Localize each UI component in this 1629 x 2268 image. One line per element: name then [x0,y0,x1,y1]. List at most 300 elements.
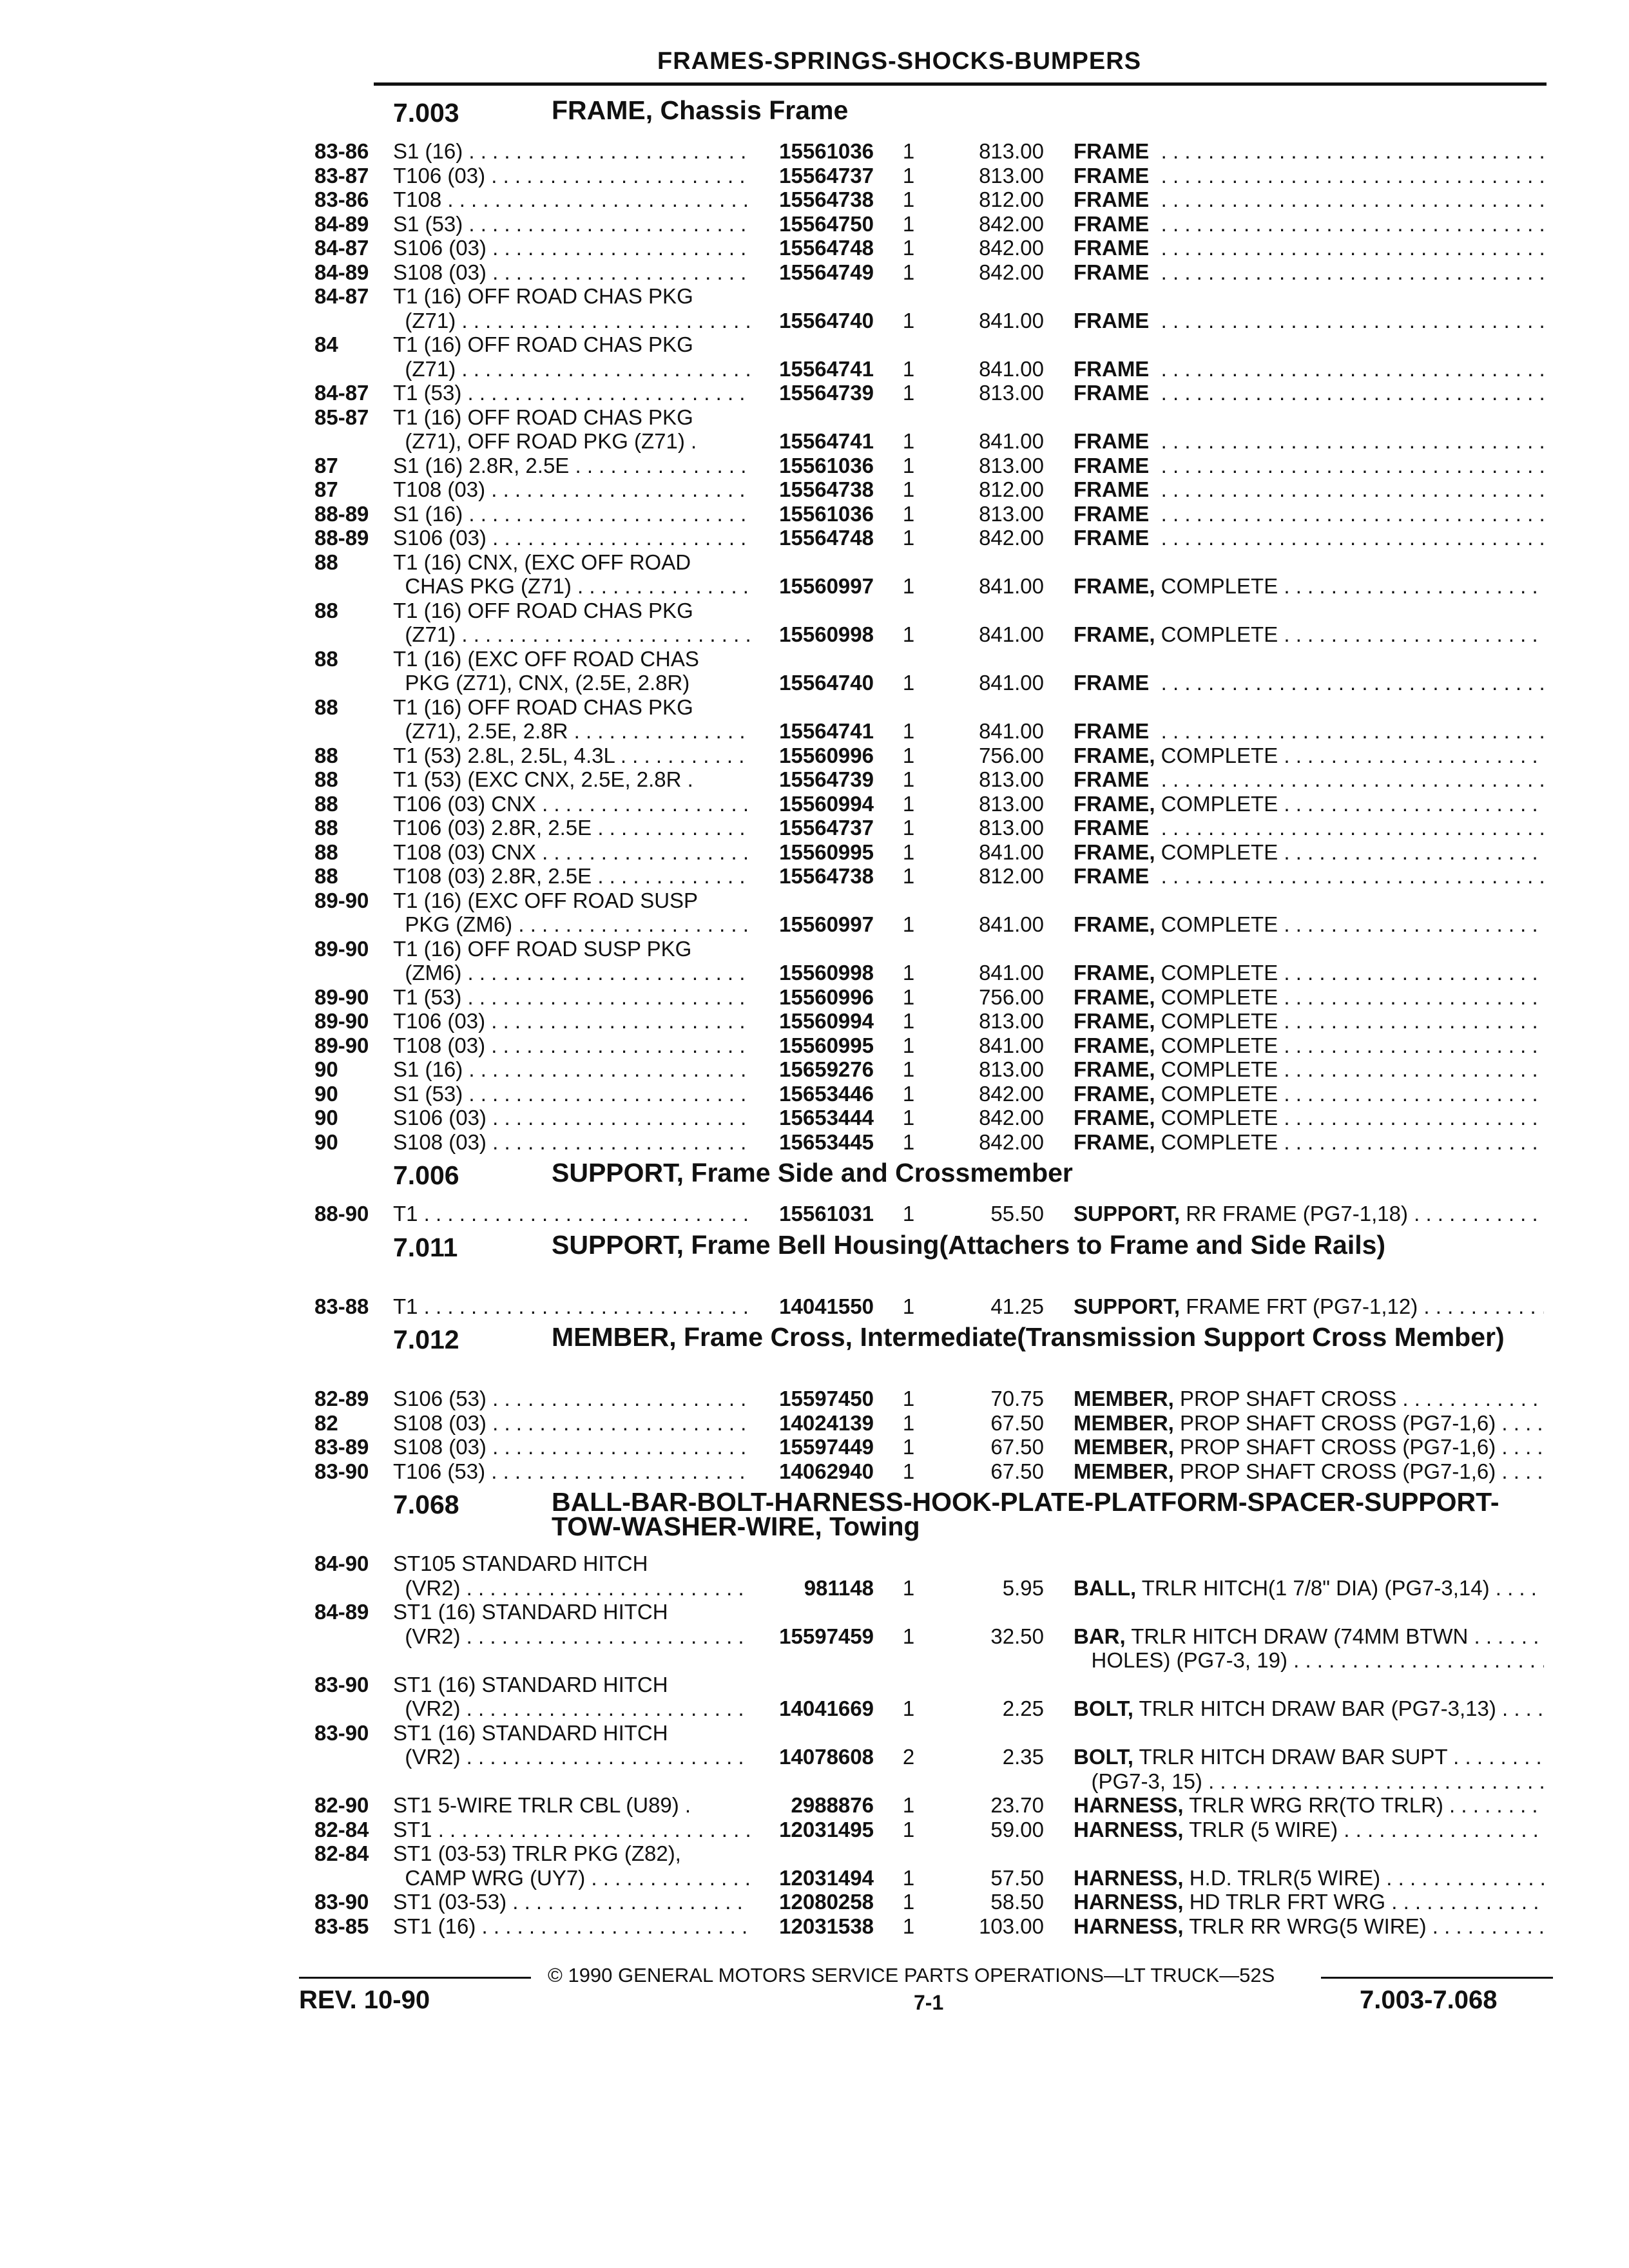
part-name-detail: TRLR (5 WIRE) [1189,1817,1338,1841]
part-name-detail: COMPLETE [1161,1009,1278,1033]
part-name-primary: FRAME, [1074,1033,1155,1057]
price: 32.50 [990,1624,1044,1648]
quantity: 1 [902,477,915,501]
model-description: T1 (53) 2.8L, 2.5L, 4.3L . . . [393,744,751,768]
part-number: 15561036 [779,501,874,526]
parts-row [0,524,1629,549]
part-number: 12080258 [779,1890,874,1914]
model-description: T108 (03) CNX . . . [393,840,751,865]
price: 23.70 [990,1793,1044,1817]
price: 842.00 [979,1106,1044,1129]
parts-row [0,936,1629,960]
part-name-primary: FRAME [1074,236,1150,260]
model-description: S1 (16) . . . [393,502,751,526]
price: 841.00 [979,671,1044,695]
part-name [1074,985,1544,1010]
parts-row [0,1768,1629,1792]
model-description: S106 (53) . . . [393,1387,751,1411]
part-name-primary: FRAME, [1074,743,1155,767]
price: 41.25 [990,1294,1044,1318]
part-name [1074,1082,1544,1106]
model-description: T1 (16) OFF ROAD CHAS PKG [393,284,693,308]
part-name [1074,236,1544,260]
model-description: S1 (53) . . . [393,1082,751,1106]
quantity: 1 [902,1793,915,1817]
model-description: T106 (03) . . . [393,164,751,188]
price: 841.00 [979,961,1044,985]
model-description: S106 (03) . . . [393,236,751,260]
model-description: T106 (03) . . . [393,1009,751,1033]
part-number: 15564740 [779,308,874,332]
model-description: (ZM6) . . . [393,961,751,985]
model-description: ST105 STANDARD HITCH [393,1552,648,1575]
part-name-primary: BOLT, [1074,1696,1133,1720]
price: 841.00 [979,719,1044,743]
model-years: 88 [314,767,338,791]
part-name [1074,1057,1544,1082]
model-years: 89-90 [314,1033,369,1057]
parts-row [0,356,1629,380]
part-number: 15560994 [779,791,874,816]
part-name [1074,695,1544,720]
part-name-primary: FRAME [1074,429,1150,453]
part-name-detail: TRLR HITCH(1 7/8" DIA) (PG7-3,14) [1141,1575,1490,1600]
model-description: T1 (53) . . . [393,985,751,1010]
model-description: S108 (03) . . . [393,1435,751,1459]
model-years: 88 [314,840,338,864]
part-name [1074,1576,1544,1600]
parts-row [0,1550,1629,1575]
price: 841.00 [979,574,1044,598]
part-name-detail: H.D. TRLR(5 WIRE) [1189,1865,1381,1890]
model-years: 83-90 [314,1720,369,1745]
part-number: 15597450 [779,1387,874,1410]
part-number: 14078608 [779,1745,874,1769]
footer-revision: REV. 10-90 [299,1986,430,2014]
model-description: (VR2) . . . [393,1745,751,1769]
part-name [1074,1130,1544,1155]
part-name-detail: RR FRAME (PG7-1,18) [1186,1202,1408,1225]
part-name-detail: (PG7-3, 15) . . . . . . . . . . . . . . . . . . . . . . . . [1079,1769,1486,1793]
part-name [1074,1866,1544,1890]
parts-row [0,1434,1629,1458]
part-name-detail: COMPLETE [1161,1033,1278,1057]
part-name-primary: BAR, [1074,1624,1126,1648]
parts-row [0,1840,1629,1865]
part-name [1074,792,1544,816]
parts-row [0,1888,1629,1913]
part-name [1074,1009,1544,1033]
quantity: 1 [902,308,915,332]
price: 813.00 [979,501,1044,526]
parts-row [0,573,1629,597]
model-description: ST1 (16) STANDARD HITCH [393,1600,668,1624]
parts-row [0,694,1629,718]
model-years: 83-86 [314,187,369,211]
price: 756.00 [979,743,1044,767]
part-name [1074,864,1544,889]
part-name [1074,1106,1544,1130]
model-years: 90 [314,1106,338,1129]
part-name-detail: PROP SHAFT CROSS [1180,1387,1397,1410]
parts-row [0,138,1629,162]
model-years: 83-89 [314,1435,369,1459]
model-description: PKG (Z71), CNX, (2.5E, 2.8R) [393,671,690,695]
part-name-detail: COMPLETE [1161,622,1278,646]
parts-row [0,791,1629,815]
part-number: 12031494 [779,1865,874,1890]
model-years: 88 [314,550,338,574]
price: 813.00 [979,1057,1044,1081]
quantity: 1 [902,211,915,236]
part-number: 15561036 [779,453,874,477]
model-years: 82-84 [314,1817,369,1841]
price: 67.50 [990,1459,1044,1483]
model-description: (VR2) . . . [393,1624,751,1649]
price: 842.00 [979,1129,1044,1154]
part-name-primary: HARNESS, [1074,1914,1184,1938]
quantity: 1 [902,260,915,284]
parts-row [0,404,1629,428]
price: 2.25 [1002,1696,1044,1720]
part-name-primary: SUPPORT, [1074,1202,1181,1225]
part-name-detail: COMPLETE [1161,1081,1278,1106]
part-name [1074,1841,1544,1866]
part-name [1074,889,1544,913]
parts-row [0,331,1629,356]
model-description: CAMP WRG (UY7) . . . [393,1866,751,1890]
part-name-primary: FRAME, [1074,1129,1155,1154]
model-description: T106 (53) . . . [393,1459,751,1484]
part-number: 15560995 [779,840,874,864]
quantity: 1 [902,985,915,1009]
model-years: 82-89 [314,1387,369,1410]
part-name [1074,961,1544,985]
part-name-primary: FRAME [1074,477,1150,501]
model-description: CHAS PKG (Z71) . . . [393,574,751,599]
model-years: 84-87 [314,284,369,308]
part-name [1074,1387,1544,1411]
quantity: 1 [902,526,915,550]
part-name-primary: HARNESS, [1074,1793,1184,1817]
footer-section-range: 7.003-7.068 [1360,1986,1498,2014]
part-name [1074,1721,1544,1745]
parts-row [0,1056,1629,1081]
model-description: (Z71) . . . [393,357,751,381]
parts-row [0,1104,1629,1129]
quantity: 1 [902,187,915,211]
part-name-detail: COMPLETE [1161,985,1278,1009]
model-description: S108 (03) . . . [393,1411,751,1436]
quantity: 1 [902,574,915,598]
quantity: 1 [902,912,915,936]
parts-row [0,1744,1629,1768]
part-name-detail: TRLR RR WRG(5 WIRE) [1189,1914,1427,1938]
footer-page-number: 7-1 [914,1991,944,2014]
part-number: 15564738 [779,477,874,501]
part-number: 15564749 [779,260,874,284]
quantity: 1 [902,864,915,888]
quantity: 1 [902,816,915,840]
quantity: 1 [902,1009,915,1033]
model-years: 83-88 [314,1294,369,1318]
price: 756.00 [979,985,1044,1009]
parts-row [0,597,1629,622]
model-years: 85-87 [314,405,369,429]
part-name-primary: FRAME [1074,211,1150,236]
quantity: 1 [902,840,915,864]
price: 841.00 [979,1033,1044,1057]
part-name [1074,1411,1544,1436]
parts-row [0,887,1629,912]
part-number: 15659276 [779,1057,874,1081]
model-description: S108 (03) . . . [393,1130,751,1155]
part-name-detail: COMPLETE [1161,1106,1278,1129]
section-title: MEMBER, Frame Cross, Intermediate(Transmission Support Cross Member) [552,1322,1505,1352]
model-description: S106 (03) . . . [393,1106,751,1130]
parts-row [0,452,1629,477]
price: 842.00 [979,526,1044,550]
model-description: ST1 (16) . . . [393,1914,751,1939]
price: 2.35 [1002,1745,1044,1769]
part-name [1074,671,1544,695]
parts-row [0,766,1629,791]
model-years: 83-86 [314,139,369,163]
model-description: ST1 (03-53) TRLR PKG (Z82), [393,1841,681,1865]
model-description: (Z71), 2.5E, 2.8R . . . [393,719,751,744]
quantity: 1 [902,1435,915,1459]
quantity: 1 [902,1459,915,1483]
part-name-primary: BOLT, [1074,1745,1133,1769]
part-name [1074,1459,1544,1484]
model-years: 84-89 [314,211,369,236]
part-number: 15561036 [779,139,874,163]
footer-copyright: © 1990 GENERAL MOTORS SERVICE PARTS OPERATIONS—LT TRUCK—52S [548,1964,1275,1986]
part-name [1074,1696,1544,1721]
model-description: T1 (16) (EXC OFF ROAD SUSP [393,888,699,912]
part-number: 15564748 [779,236,874,260]
part-number: 15564750 [779,211,874,236]
quantity: 1 [902,1106,915,1129]
price: 813.00 [979,381,1044,405]
part-name-primary: MEMBER, [1074,1410,1174,1435]
model-description: ST1 (16) STANDARD HITCH [393,1672,668,1696]
section-number: 7.006 [393,1160,459,1190]
model-description: T1 (16) OFF ROAD CHAS PKG [393,695,693,719]
model-description: S1 (16) . . . [393,1057,751,1082]
part-name-primary: FRAME, [1074,622,1155,646]
part-name [1074,309,1544,333]
quantity: 1 [902,236,915,260]
model-years: 89-90 [314,888,369,912]
model-description: T1 (16) OFF ROAD SUSP PKG [393,936,692,961]
quantity: 1 [902,356,915,381]
quantity: 1 [902,429,915,453]
section-title: SUPPORT, Frame Side and Crossmember [552,1158,1073,1187]
model-years: 83-87 [314,163,369,187]
part-name [1074,454,1544,478]
quantity: 1 [902,1294,915,1318]
price: 58.50 [990,1890,1044,1914]
part-name-detail: COMPLETE [1161,574,1278,598]
parts-row [0,863,1629,887]
part-name-detail: HOLES) (PG7-3, 19) . . . . . . . . . . . . . . . . . . [1079,1648,1501,1672]
part-name [1074,1600,1544,1624]
section-number: 7.011 [393,1232,458,1262]
quantity: 1 [902,1914,915,1938]
model-years: 83-90 [314,1672,369,1696]
model-years: 84-89 [314,260,369,284]
price: 841.00 [979,622,1044,646]
section-number: 7.003 [393,98,459,128]
parts-row [0,621,1629,646]
part-number: 15564741 [779,429,874,453]
parts-row [0,911,1629,936]
part-name [1074,1673,1544,1697]
part-name-primary: FRAME, [1074,1057,1155,1081]
parts-row [0,428,1629,452]
parts-row [0,1647,1629,1671]
part-name [1074,937,1544,961]
part-name-detail: TRLR HITCH DRAW (74MM BTWN [1131,1624,1469,1648]
part-name [1074,647,1544,671]
part-name [1074,840,1544,865]
part-number: 15560997 [779,574,874,598]
parts-row [0,1816,1629,1841]
parts-row [0,1081,1629,1105]
model-years: 90 [314,1081,338,1106]
part-name [1074,405,1544,430]
quantity: 1 [902,791,915,816]
part-number: 15653446 [779,1081,874,1106]
parts-row [0,211,1629,235]
parts-row [0,742,1629,767]
parts-row [0,1720,1629,1744]
model-description: (VR2) . . . [393,1696,751,1721]
parts-row [0,501,1629,525]
price: 813.00 [979,139,1044,163]
model-description: S1 (16) . . . [393,139,751,164]
quantity: 1 [902,1057,915,1081]
model-description: T1 (16) CNX, (EXC OFF ROAD [393,550,691,574]
part-name [1074,1033,1544,1058]
part-name [1074,1890,1544,1914]
model-years: 88-89 [314,501,369,526]
price: 841.00 [979,356,1044,381]
parts-row [0,1293,1629,1318]
model-description: S1 (16) 2.8R, 2.5E . . . [393,454,751,478]
part-number: 15597459 [779,1624,874,1648]
part-number: 15560998 [779,622,874,646]
model-description: T1 . . . [393,1294,751,1319]
model-description: (Z71) . . . [393,622,751,647]
part-name-primary: FRAME [1074,453,1150,477]
model-years: 82-90 [314,1793,369,1817]
part-number: 981148 [804,1575,874,1600]
quantity: 1 [902,139,915,163]
parts-row [0,1129,1629,1153]
quantity: 1 [902,767,915,791]
part-number: 15564737 [779,163,874,187]
part-name-primary: FRAME [1074,260,1150,284]
section-title: SUPPORT, Frame Bell Housing(Attachers to Frame and Side Rails) [552,1229,1386,1260]
part-name [1074,187,1544,212]
part-number: 15560998 [779,961,874,985]
part-number: 14062940 [779,1459,874,1483]
section-number: 7.012 [393,1325,459,1354]
section-header [0,1153,1629,1200]
part-name-detail: TRLR WRG RR(TO TRLR) [1189,1793,1443,1817]
part-number: 15560996 [779,985,874,1009]
model-years: 87 [314,477,338,501]
section-header [0,1225,1629,1293]
price: 813.00 [979,1009,1044,1033]
quantity: 1 [902,1387,915,1410]
footer-rule-right [1321,1977,1553,1979]
parts-row [0,814,1629,839]
model-description: T1 (53) (EXC CNX, 2.5E, 2.8R . [393,767,693,791]
model-years: 88 [314,695,338,719]
part-number: 15653445 [779,1129,874,1154]
quantity: 1 [902,1696,915,1720]
model-description: T108 (03) . . . [393,477,751,502]
part-name-primary: FRAME, [1074,961,1155,985]
part-name [1074,502,1544,526]
part-number: 15597449 [779,1435,874,1459]
part-number: 15560996 [779,743,874,767]
part-name-detail: COMPLETE [1161,912,1278,936]
page-header-title: FRAMES-SPRINGS-SHOCKS-BUMPERS [657,48,1142,75]
part-name [1074,1648,1544,1673]
part-name-primary: FRAME [1074,163,1150,187]
price: 842.00 [979,236,1044,260]
part-number: 15560994 [779,1009,874,1033]
part-number: 14041550 [779,1294,874,1318]
quantity: 1 [902,163,915,187]
price: 841.00 [979,429,1044,453]
part-name-primary: FRAME, [1074,1081,1155,1106]
quantity: 1 [902,961,915,985]
model-description: T108 (03) . . . [393,1033,751,1058]
part-name [1074,767,1544,792]
parts-row [0,1032,1629,1057]
header-rule [374,82,1547,86]
part-number: 15564739 [779,767,874,791]
model-years: 84-90 [314,1552,369,1575]
part-name-primary: SUPPORT, [1074,1294,1181,1318]
model-years: 89-90 [314,936,369,961]
model-years: 83-85 [314,1914,369,1938]
part-number: 15564741 [779,356,874,381]
part-number: 15653444 [779,1106,874,1129]
price: 67.50 [990,1435,1044,1459]
model-description: PKG (ZM6) . . . [393,912,751,937]
quantity: 1 [902,1081,915,1106]
price: 70.75 [990,1387,1044,1410]
part-name-primary: FRAME [1074,864,1150,888]
part-name [1074,1769,1544,1794]
part-name-primary: FRAME [1074,501,1150,526]
price: 813.00 [979,163,1044,187]
price: 813.00 [979,453,1044,477]
part-name-primary: FRAME [1074,308,1150,332]
model-years: 84-89 [314,1600,369,1624]
part-name-primary: FRAME [1074,139,1150,163]
parts-row [0,959,1629,984]
model-description: T1 . . . [393,1202,751,1226]
parts-row [0,1385,1629,1410]
part-name-detail: FRAME FRT (PG7-1,12) [1186,1294,1418,1318]
